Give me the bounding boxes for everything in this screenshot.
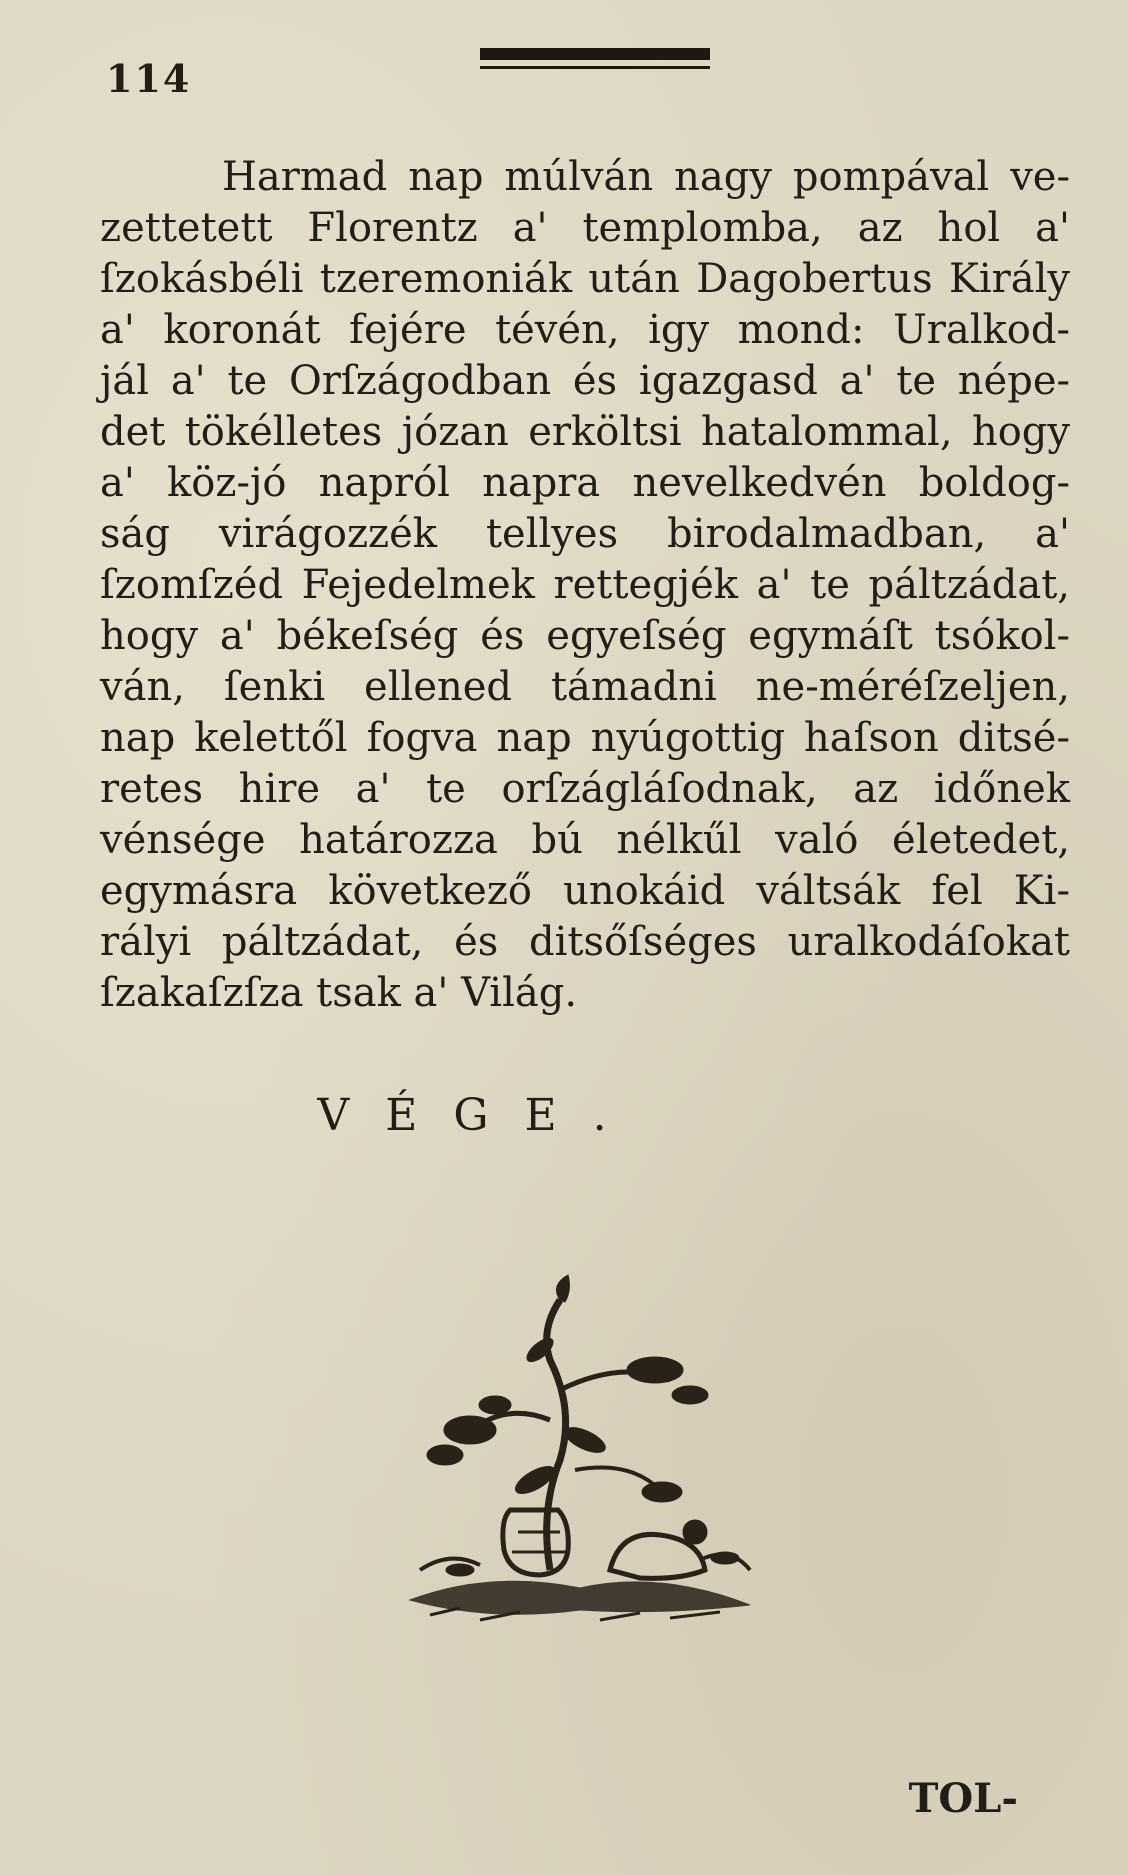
text-line: det tökélletes józan erköltsi hatalommal, hogy — [100, 409, 1070, 455]
text-line: retes hire a' te orſzágláſodnak, az időnek — [100, 766, 1070, 812]
page-number: 114 — [106, 56, 192, 101]
text-line: zettetett Florentz a' templomba, az hol a' — [100, 205, 1070, 251]
text-line: hogy a' békeſség és egyeſség egymáſt tsókol- — [100, 613, 1070, 659]
catchword: TOL- — [908, 1775, 1018, 1822]
text-line: Harmad nap múlván nagy pompával ve- — [222, 154, 1070, 200]
text-line: nap kelettől fogva nap nyúgottig haſson ditsé- — [100, 715, 1070, 761]
text-line: ván, ſenki ellened támadni ne-méréſzeljen, — [100, 664, 1070, 710]
text-line: a' koronát fejére tévén, igy mond: Uralkod- — [100, 307, 1070, 353]
text-line: a' köz-jó napról napra nevelkedvén boldog- — [100, 460, 1070, 506]
header-rule-thin — [480, 66, 710, 69]
text-line: jál a' te Orſzágodban és igazgasd a' te népe- — [100, 358, 1070, 404]
body-paragraph — [100, 152, 1070, 1019]
end-mark: VÉGE. — [317, 1090, 643, 1141]
text-line: rályi páltzádat, és ditsőſséges uralkodáſokat — [100, 919, 1070, 965]
text-line: ſzokásbéli tzeremoniák után Dagobertus Király — [100, 256, 1070, 302]
header-rule — [480, 48, 710, 60]
text-line: ság virágozzék tellyes birodalmadban, a' — [100, 511, 1070, 557]
text-line: ſzomſzéd Fejedelmek rettegjék a' te páltzádat, — [100, 562, 1070, 608]
text-line: ſzakaſzſza tsak a' Világ. — [100, 970, 578, 1016]
text-line: vénsége határozza bú nélkűl való életedet, — [100, 817, 1070, 863]
floral-vignette-icon — [400, 1270, 760, 1670]
text-line: egymásra következő unokáid váltsák fel Ki- — [100, 868, 1070, 914]
